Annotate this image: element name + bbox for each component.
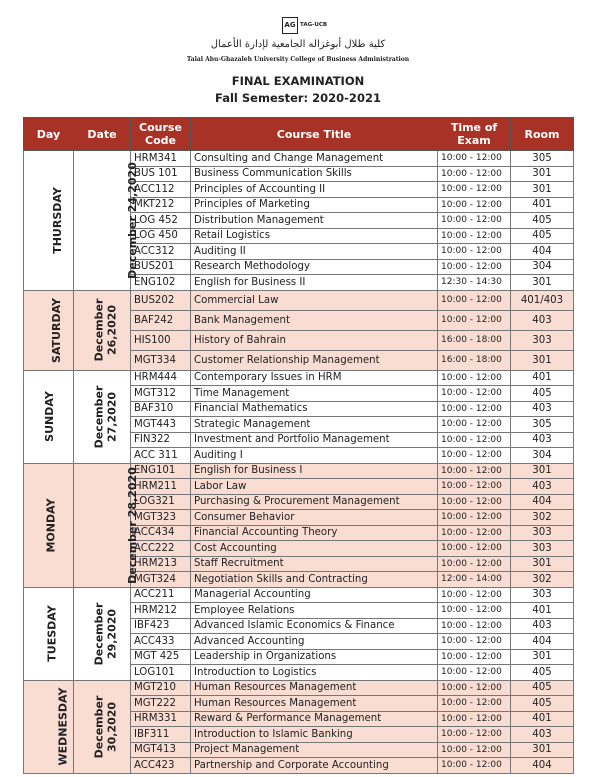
- date-label: December 29,2020: [92, 602, 119, 665]
- course-code-cell: BAF310: [131, 401, 191, 417]
- course-title-cell: Human Resources Management: [191, 696, 438, 712]
- exam-time-cell: 10:00 - 12:00: [438, 417, 511, 433]
- course-title-cell: Retail Logistics: [191, 228, 438, 244]
- course-code-cell: ACC211: [131, 587, 191, 603]
- room-cell: 302: [511, 572, 574, 588]
- exam-time-cell: 16:00 - 18:00: [438, 330, 511, 350]
- exam-time-cell: 10:00 - 12:00: [438, 244, 511, 260]
- day-label: WEDNESDAY: [56, 687, 70, 766]
- course-title-cell: Time Management: [191, 386, 438, 402]
- table-row: [24, 151, 574, 167]
- exam-time-cell: 10:00 - 12:00: [438, 541, 511, 557]
- room-cell: 405: [511, 665, 574, 681]
- course-code-cell: MGT312: [131, 386, 191, 402]
- course-code-cell: MKT212: [131, 197, 191, 213]
- date-cell: [74, 370, 131, 463]
- room-cell: 401: [511, 370, 574, 386]
- day-cell: [24, 151, 74, 291]
- course-code-cell: MGT413: [131, 742, 191, 758]
- room-cell: 403: [511, 727, 574, 743]
- course-title-cell: Cost Accounting: [191, 541, 438, 557]
- course-title-cell: Financial Mathematics: [191, 401, 438, 417]
- room-cell: 403: [511, 432, 574, 448]
- course-title-cell: Commercial Law: [191, 290, 438, 310]
- course-code-cell: MGT334: [131, 350, 191, 370]
- course-code-cell: BUS202: [131, 290, 191, 310]
- course-code-cell: ACC 311: [131, 448, 191, 464]
- course-title-cell: Distribution Management: [191, 213, 438, 229]
- course-code-cell: IBF423: [131, 618, 191, 634]
- course-code-cell: ACC112: [131, 182, 191, 198]
- exam-time-cell: 10:00 - 12:00: [438, 696, 511, 712]
- column-header-time: Time of Exam: [438, 118, 511, 151]
- room-cell: 401: [511, 603, 574, 619]
- college-name: Talal Abu-Ghazaleh University College of Business Administration: [186, 56, 410, 63]
- course-title-cell: Investment and Portfolio Management: [191, 432, 438, 448]
- exam-time-cell: 10:00 - 12:00: [438, 290, 511, 310]
- date-cell: [74, 587, 131, 680]
- course-title-cell: Consulting and Change Management: [191, 151, 438, 167]
- course-code-cell: HRM212: [131, 603, 191, 619]
- course-title-cell: Advanced Accounting: [191, 634, 438, 650]
- course-code-cell: MGT324: [131, 572, 191, 588]
- date-cell: [74, 680, 131, 773]
- exam-time-cell: 10:00 - 12:00: [438, 758, 511, 774]
- column-header-room: Room: [511, 118, 574, 151]
- day-label: TUESDAY: [45, 605, 59, 662]
- date-label: December 27,2020: [92, 385, 119, 448]
- room-cell: 405: [511, 213, 574, 229]
- semester-subtitle: Fall Semester: 2020-2021: [215, 91, 381, 105]
- room-cell: 405: [511, 680, 574, 696]
- exam-time-cell: 10:00 - 12:00: [438, 386, 511, 402]
- exam-time-cell: 12:30 - 14:30: [438, 275, 511, 291]
- day-cell: [24, 680, 74, 773]
- course-code-cell: FIN322: [131, 432, 191, 448]
- course-code-cell: HIS100: [131, 330, 191, 350]
- date-label: December 30,2020: [92, 695, 119, 758]
- course-code-cell: MGT443: [131, 417, 191, 433]
- day-cell: [24, 587, 74, 680]
- exam-table-body: [24, 151, 574, 774]
- day-cell: [24, 290, 74, 370]
- room-cell: 404: [511, 758, 574, 774]
- course-code-cell: ACC434: [131, 525, 191, 541]
- room-cell: 302: [511, 510, 574, 526]
- exam-table: [23, 117, 574, 774]
- course-code-cell: HRM211: [131, 479, 191, 495]
- exam-time-cell: 10:00 - 12:00: [438, 479, 511, 495]
- date-cell: [74, 151, 139, 291]
- course-title-cell: English for Business II: [191, 275, 438, 291]
- course-code-cell: HRM444: [131, 370, 191, 386]
- course-title-cell: Leadership in Organizations: [191, 649, 438, 665]
- course-title-cell: Research Methodology: [191, 259, 438, 275]
- room-cell: 404: [511, 634, 574, 650]
- course-title-cell: Auditing I: [191, 448, 438, 464]
- room-cell: 404: [511, 494, 574, 510]
- room-cell: 301: [511, 463, 574, 479]
- exam-time-cell: 12:00 - 14:00: [438, 572, 511, 588]
- table-row: [24, 463, 574, 479]
- course-title-cell: Introduction to Logistics: [191, 665, 438, 681]
- room-cell: 301: [511, 556, 574, 572]
- course-code-cell: MGT323: [131, 510, 191, 526]
- column-header-course-code: Course Code: [131, 118, 191, 151]
- course-code-cell: MGT210: [131, 680, 191, 696]
- exam-time-cell: 10:00 - 12:00: [438, 432, 511, 448]
- exam-time-cell: 16:00 - 18:00: [438, 350, 511, 370]
- course-title-cell: Introduction to Islamic Banking: [191, 727, 438, 743]
- date-cell: [74, 290, 131, 370]
- exam-time-cell: 10:00 - 12:00: [438, 310, 511, 330]
- course-code-cell: IBF311: [131, 727, 191, 743]
- room-cell: 301: [511, 350, 574, 370]
- course-title-cell: Principles of Accounting II: [191, 182, 438, 198]
- course-title-cell: Reward & Performance Management: [191, 711, 438, 727]
- course-title-cell: Managerial Accounting: [191, 587, 438, 603]
- logo-tag: TAG-UCB: [300, 22, 328, 28]
- room-cell: 303: [511, 541, 574, 557]
- course-title-cell: Negotiation Skills and Contracting: [191, 572, 438, 588]
- exam-time-cell: 10:00 - 12:00: [438, 727, 511, 743]
- room-cell: 404: [511, 244, 574, 260]
- column-header-date: Date: [74, 118, 131, 151]
- course-title-cell: Labor Law: [191, 479, 438, 495]
- course-title-cell: Employee Relations: [191, 603, 438, 619]
- column-header-day: Day: [24, 118, 74, 151]
- course-code-cell: HRM213: [131, 556, 191, 572]
- course-title-cell: Contemporary Issues in HRM: [191, 370, 438, 386]
- room-cell: 403: [511, 310, 574, 330]
- day-label: MONDAY: [44, 497, 58, 553]
- course-title-cell: Partnership and Corporate Accounting: [191, 758, 438, 774]
- course-title-cell: Customer Relationship Management: [191, 350, 438, 370]
- day-label: SUNDAY: [42, 391, 56, 442]
- course-title-cell: Purchasing & Procurement Management: [191, 494, 438, 510]
- course-code-cell: MGT222: [131, 696, 191, 712]
- exam-time-cell: 10:00 - 12:00: [438, 166, 511, 182]
- room-cell: 403: [511, 618, 574, 634]
- room-cell: 303: [511, 587, 574, 603]
- room-cell: 401: [511, 197, 574, 213]
- exam-time-cell: 10:00 - 12:00: [438, 649, 511, 665]
- table-row: [24, 680, 574, 696]
- course-code-cell: LOG321: [131, 494, 191, 510]
- column-header-course-title: Course Title: [191, 118, 438, 151]
- room-cell: 305: [511, 151, 574, 167]
- course-code-cell: ENG101: [131, 463, 191, 479]
- table-row: [24, 370, 574, 386]
- course-code-cell: ACC312: [131, 244, 191, 260]
- date-label: December 24,2020: [125, 161, 139, 279]
- course-code-cell: LOG 450: [131, 228, 191, 244]
- course-title-cell: Bank Management: [191, 310, 438, 330]
- course-title-cell: Financial Accounting Theory: [191, 525, 438, 541]
- course-code-cell: ACC423: [131, 758, 191, 774]
- course-title-cell: Auditing II: [191, 244, 438, 260]
- exam-time-cell: 10:00 - 12:00: [438, 711, 511, 727]
- course-code-cell: BAF242: [131, 310, 191, 330]
- exam-time-cell: 10:00 - 12:00: [438, 603, 511, 619]
- page-title: FINAL EXAMINATION: [231, 74, 365, 88]
- exam-time-cell: 10:00 - 12:00: [438, 463, 511, 479]
- date-label: December 28,2020: [125, 466, 139, 584]
- room-cell: 405: [511, 696, 574, 712]
- table-row: [24, 290, 574, 310]
- exam-time-cell: 10:00 - 12:00: [438, 665, 511, 681]
- course-title-cell: History of Bahrain: [191, 330, 438, 350]
- room-cell: 304: [511, 259, 574, 275]
- course-title-cell: Business Communication Skills: [191, 166, 438, 182]
- exam-time-cell: 10:00 - 12:00: [438, 587, 511, 603]
- exam-time-cell: 10:00 - 12:00: [438, 182, 511, 198]
- exam-time-cell: 10:00 - 12:00: [438, 370, 511, 386]
- course-code-cell: ACC433: [131, 634, 191, 650]
- exam-time-cell: 10:00 - 12:00: [438, 259, 511, 275]
- course-code-cell: HRM331: [131, 711, 191, 727]
- course-code-cell: BUS 101: [131, 166, 191, 182]
- course-title-cell: Strategic Management: [191, 417, 438, 433]
- room-cell: 301: [511, 166, 574, 182]
- exam-time-cell: 10:00 - 12:00: [438, 742, 511, 758]
- room-cell: 401/403: [511, 290, 574, 310]
- course-title-cell: Principles of Marketing: [191, 197, 438, 213]
- exam-time-cell: 10:00 - 12:00: [438, 228, 511, 244]
- room-cell: 405: [511, 228, 574, 244]
- exam-time-cell: 10:00 - 12:00: [438, 634, 511, 650]
- room-cell: 305: [511, 417, 574, 433]
- table-header-row: [24, 118, 574, 151]
- exam-time-cell: 10:00 - 12:00: [438, 525, 511, 541]
- table-row: [24, 587, 574, 603]
- day-cell: [24, 463, 74, 587]
- room-cell: 301: [511, 649, 574, 665]
- room-cell: 403: [511, 401, 574, 417]
- course-code-cell: LOG101: [131, 665, 191, 681]
- room-cell: 403: [511, 479, 574, 495]
- exam-time-cell: 10:00 - 12:00: [438, 197, 511, 213]
- day-label: THURSDAY: [50, 186, 64, 254]
- course-title-cell: Staff Recruitment: [191, 556, 438, 572]
- room-cell: 304: [511, 448, 574, 464]
- exam-time-cell: 10:00 - 12:00: [438, 448, 511, 464]
- exam-time-cell: 10:00 - 12:00: [438, 494, 511, 510]
- room-cell: 303: [511, 330, 574, 350]
- exam-time-cell: 10:00 - 12:00: [438, 680, 511, 696]
- course-code-cell: BUS201: [131, 259, 191, 275]
- course-code-cell: ENG102: [131, 275, 191, 291]
- course-title-cell: Human Resources Management: [191, 680, 438, 696]
- course-code-cell: HRM341: [131, 151, 191, 167]
- room-cell: 401: [511, 711, 574, 727]
- course-code-cell: LOG 452: [131, 213, 191, 229]
- course-title-cell: Consumer Behavior: [191, 510, 438, 526]
- exam-time-cell: 10:00 - 12:00: [438, 151, 511, 167]
- course-code-cell: ACC222: [131, 541, 191, 557]
- college-logo: AG: [282, 17, 298, 34]
- course-title-cell: English for Business I: [191, 463, 438, 479]
- room-cell: 405: [511, 386, 574, 402]
- date-cell: [74, 463, 139, 587]
- room-cell: 303: [511, 525, 574, 541]
- course-code-cell: MGT 425: [131, 649, 191, 665]
- exam-time-cell: 10:00 - 12:00: [438, 401, 511, 417]
- arabic-college-name: كلية طلال أبوغزاله الجامعية لإدارة الأعمال: [210, 39, 386, 50]
- room-cell: 301: [511, 182, 574, 198]
- exam-time-cell: 10:00 - 12:00: [438, 510, 511, 526]
- day-cell: [24, 370, 74, 463]
- room-cell: 301: [511, 275, 574, 291]
- day-label: SATURDAY: [50, 297, 64, 363]
- exam-time-cell: 10:00 - 12:00: [438, 618, 511, 634]
- course-title-cell: Project Management: [191, 742, 438, 758]
- exam-time-cell: 10:00 - 12:00: [438, 213, 511, 229]
- course-title-cell: Advanced Islamic Economics & Finance: [191, 618, 438, 634]
- room-cell: 301: [511, 742, 574, 758]
- date-label: December 26,2020: [92, 298, 119, 362]
- exam-time-cell: 10:00 - 12:00: [438, 556, 511, 572]
